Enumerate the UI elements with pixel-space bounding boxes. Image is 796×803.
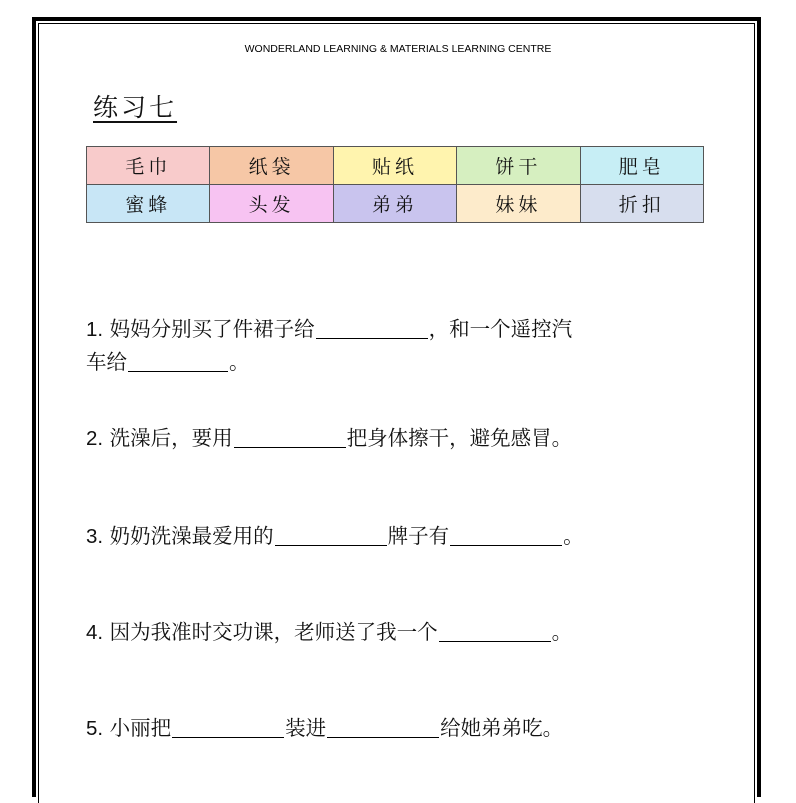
question-text: 小丽把 — [109, 716, 172, 740]
question-text: ，和一个遥控汽 — [428, 317, 573, 341]
question-number: 4. — [86, 621, 104, 644]
answer-blank[interactable] — [439, 619, 551, 642]
question-text: 。 — [563, 524, 584, 548]
question-2 — [86, 422, 726, 455]
question-number: 5. — [86, 717, 104, 740]
answer-blank[interactable] — [316, 316, 428, 339]
question-number: 1. — [86, 318, 104, 341]
word-cell: 折扣 — [580, 185, 703, 223]
word-cell: 头发 — [210, 185, 333, 223]
question-5 — [86, 712, 726, 745]
question-text: 把身体擦干，避免感冒。 — [346, 426, 573, 450]
word-cell: 饼干 — [457, 147, 580, 185]
question-4 — [86, 616, 726, 649]
answer-blank[interactable] — [450, 523, 562, 546]
question-text: 给她弟弟吃。 — [440, 716, 564, 740]
worksheet-title: 练习七 — [93, 93, 178, 122]
question-text: 。 — [551, 620, 573, 644]
answer-blank[interactable] — [327, 715, 439, 738]
question-3 — [86, 520, 726, 553]
word-bank-row — [87, 147, 704, 185]
answer-blank[interactable] — [128, 349, 228, 372]
question-text: 装进 — [285, 716, 327, 740]
question-text: 洗澡后，要用 — [109, 426, 233, 450]
question-text: 牌子有 — [387, 524, 450, 548]
answer-blank[interactable] — [275, 523, 387, 546]
centre-header: WONDERLAND LEARNING & MATERIALS LEARNING CENTRE — [244, 43, 552, 55]
word-cell: 贴纸 — [333, 147, 456, 185]
word-bank-table — [86, 146, 704, 223]
word-cell: 妹妹 — [457, 185, 580, 223]
page-border-inner — [38, 23, 755, 803]
word-cell: 肥皂 — [580, 147, 703, 185]
word-cell: 纸袋 — [210, 147, 333, 185]
answer-blank[interactable] — [234, 425, 346, 448]
word-cell: 弟弟 — [333, 185, 456, 223]
word-cell: 毛巾 — [87, 147, 210, 185]
question-text: 因为我准时交功课，老师送了我一个 — [109, 620, 438, 644]
question-text: 奶奶洗澡最爱用的 — [109, 524, 274, 548]
question-number: 2. — [86, 427, 104, 450]
question-text: 车给 — [86, 350, 127, 374]
word-cell: 蜜蜂 — [87, 185, 210, 223]
question-text: 。 — [229, 350, 250, 374]
word-bank-row — [87, 185, 704, 223]
answer-blank[interactable] — [172, 715, 284, 738]
question-number: 3. — [86, 525, 104, 548]
question-text: 妈妈分别买了件裙子给 — [109, 317, 315, 341]
question-1 — [86, 313, 726, 379]
